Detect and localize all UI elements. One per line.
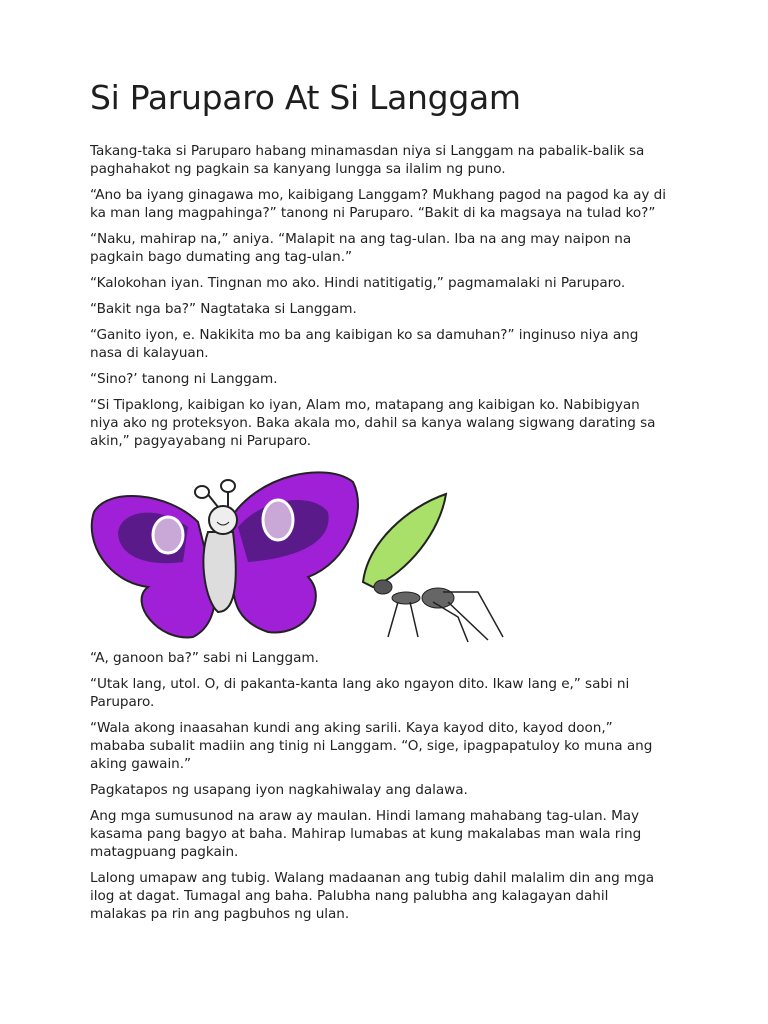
- paragraph: [90, 370, 700, 388]
- text-line: “Sino?’ tanong ni Langgam.: [90, 371, 278, 387]
- story-text-top: [90, 142, 700, 458]
- paragraph: [90, 326, 700, 362]
- text-line: “A, ganoon ba?” sabi ni Langgam.: [90, 650, 319, 666]
- story-text-bottom: [90, 649, 700, 931]
- paragraph: [90, 274, 700, 292]
- text-line: “Ano ba iyang ginagawa mo, kaibigang Langgam? Mukhang pagod na pagod ka ay di: [90, 187, 666, 203]
- text-line: Paruparo.: [90, 694, 155, 710]
- butterfly-icon: [92, 472, 358, 637]
- text-line: “Kalokohan iyan. Tingnan mo ako. Hindi natitigatig,” pagmamalaki ni Paruparo.: [90, 275, 626, 291]
- paragraph: [90, 675, 700, 711]
- text-line: “Naku, mahirap na,” aniya. “Malapit na ang tag-ulan. Iba na ang may naipon na: [90, 231, 632, 247]
- page-title: Si Paruparo At Si Langgam: [90, 78, 521, 117]
- text-line: “Wala akong inaasahan kundi ang aking sarili. Kaya kayod dito, kayod doon,”: [90, 720, 613, 736]
- text-line: Takang-taka si Paruparo habang minamasdan niya si Langgam na pabalik-balik sa: [90, 143, 645, 159]
- paragraph: [90, 869, 700, 923]
- paragraph: [90, 300, 700, 318]
- paragraph: [90, 186, 700, 222]
- butterfly-and-ant-illustration: [88, 452, 508, 644]
- paragraph: [90, 719, 700, 773]
- text-line: mababa subalit madiin ang tinig ni Langgam. “O, sige, ipagpapatuloy ko muna ang: [90, 738, 653, 754]
- text-line: Lalong umapaw ang tubig. Walang madaanan ang tubig dahil malalim din ang mga: [90, 870, 655, 886]
- text-line: Pagkatapos ng usapang iyon nagkahiwalay ang dalawa.: [90, 782, 468, 798]
- text-line: “Ganito iyon, e. Nakikita mo ba ang kaibigan ko sa damuhan?” inginuso niya ang: [90, 327, 639, 343]
- text-line: aking gawain.”: [90, 756, 192, 772]
- paragraph: [90, 142, 700, 178]
- text-line: “Utak lang, utol. O, di pakanta-kanta lang ako ngayon dito. Ikaw lang e,” sabi ni: [90, 676, 630, 692]
- paragraph: [90, 781, 700, 799]
- paragraph: [90, 649, 700, 667]
- text-line: niya ako ng proteksyon. Baka akala mo, dahil sa kanya walang sigwang darating sa: [90, 415, 656, 431]
- text-line: malakas pa rin ang pagbuhos ng ulan.: [90, 906, 350, 922]
- text-line: ka man lang magpahinga?” tanong ni Paruparo. “Bakit di ka magsaya na tulad ko?”: [90, 205, 656, 221]
- text-line: Ang mga sumusunod na araw ay maulan. Hindi lamang mahabang tag-ulan. May: [90, 808, 640, 824]
- paragraph: [90, 396, 700, 450]
- text-line: matagpuang pagkain.: [90, 844, 239, 860]
- text-line: nasa di kalayuan.: [90, 345, 209, 361]
- text-line: kasama pang bagyo at baha. Mahirap lumabas at kung makalabas man wala ring: [90, 826, 642, 842]
- paragraph: [90, 807, 700, 861]
- text-line: paghahakot ng pagkain sa kanyang lungga sa ilalim ng puno.: [90, 161, 506, 177]
- text-line: ilog at dagat. Tumagal ang baha. Palubha nang palubha ang kalagayan dahil: [90, 888, 609, 904]
- text-line: pagkain bago dumating ang tag-ulan.”: [90, 249, 352, 265]
- ant-with-leaf-icon: [363, 494, 503, 642]
- text-line: “Bakit nga ba?” Nagtataka si Langgam.: [90, 301, 357, 317]
- text-line: “Si Tipaklong, kaibigan ko iyan, Alam mo, matapang ang kaibigan ko. Nabibigyan: [90, 397, 640, 413]
- paragraph: [90, 230, 700, 266]
- text-line: akin,” pagyayabang ni Paruparo.: [90, 433, 312, 449]
